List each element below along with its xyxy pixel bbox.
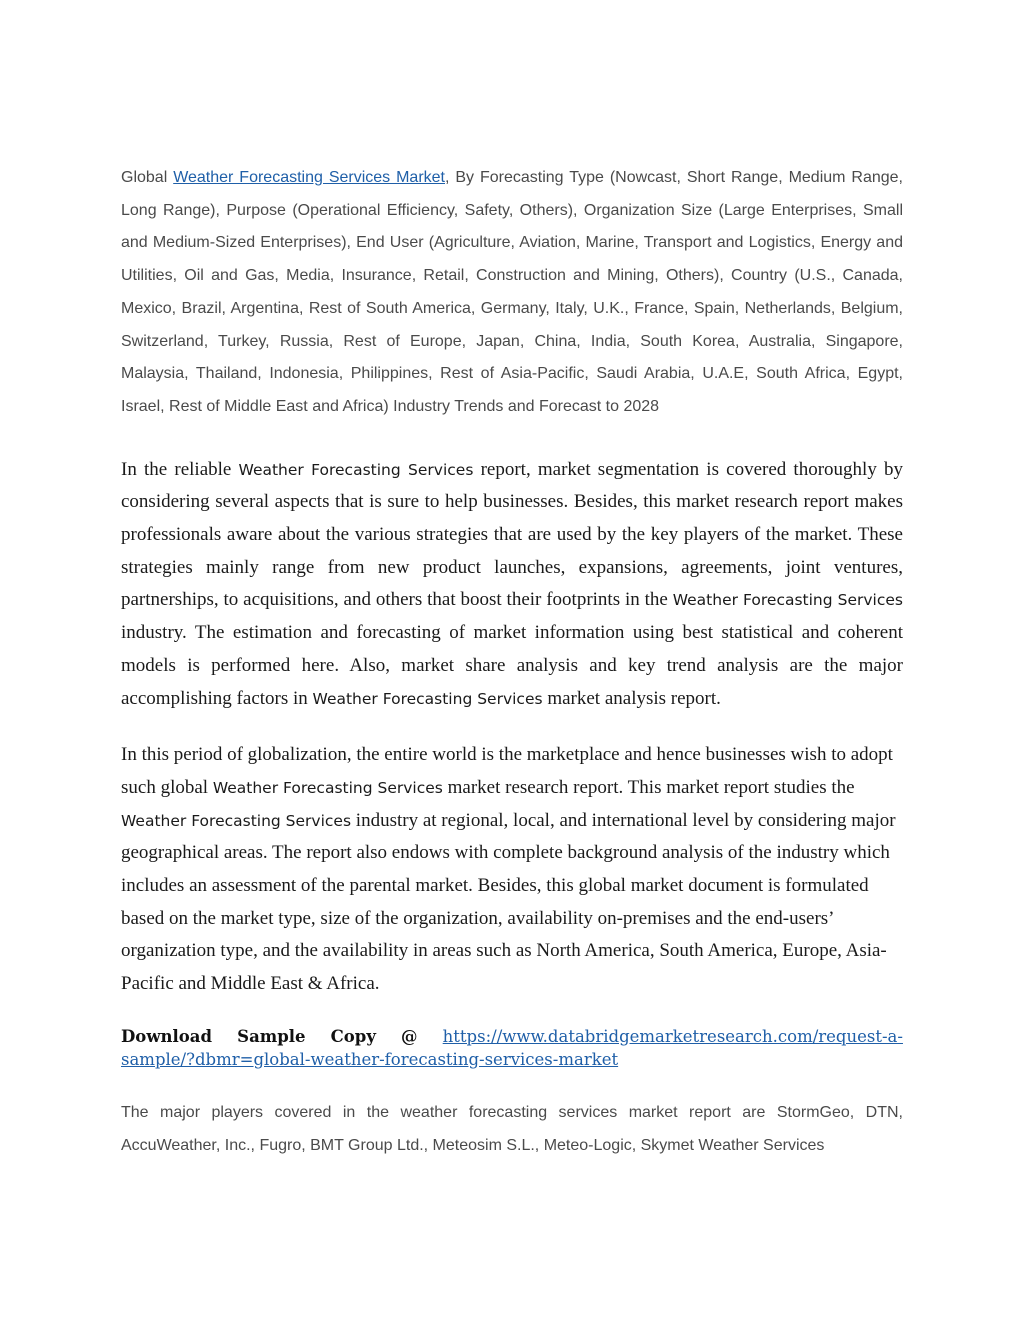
- paragraph-segmentation: [121, 454, 903, 716]
- para2-text-a: In this period of globalization, the entire world is the marketplace and hence businesses wish to adopt such global: [121, 744, 893, 798]
- para1-text-a: In the reliable: [121, 458, 239, 480]
- title-prefix: Global: [121, 169, 174, 186]
- at-sign: @: [401, 1026, 418, 1046]
- para2-text-c: industry at regional, local, and international level by considering major geographical areas. The report also endows with complete background analysis of the industry which includes an assessment of the parental market. Besides, this global market document is formulated based on the market type, size of the organization, availability on-premises and the end-users’ organization type, and the availability in areas such as North America, South America, Europe, Asia-Pacific and Middle East & Africa.: [121, 809, 896, 995]
- download-sample: [121, 1025, 903, 1071]
- para1-term-1: Weather Forecasting Services: [238, 460, 474, 479]
- sample-url-link-line1[interactable]: https://www.databridgemarketresearch.com/request-a-: [442, 1026, 903, 1046]
- download-word: Download: [121, 1026, 213, 1046]
- para2-term-1: Weather Forecasting Services: [212, 778, 443, 797]
- document-page: [121, 162, 903, 1162]
- para1-term-2: Weather Forecasting Services: [672, 591, 903, 610]
- title-rest: , By Forecasting Type (Nowcast, Short Range, Medium Range, Long Range), Purpose (Operational Efficiency, Safety, Others), Organization Size (Large Enterprises, Small and Medium-Sized Enterprises), End User (Agriculture, Aviation, Marine, Transport and Logistics, Energy and Utilities, Oil and Gas, Media, Insurance, Retail, Construction and Mining, Others), Country (U.S., Canada, Mexico, Brazil, Argentina, Rest of South America, Germany, Italy, U.K., France, Spain, Netherlands, Belgium, Switzerland, Turkey, Russia, Rest of Europe, Japan, China, India, South Korea, Australia, Singapore, Malaysia, Thailand, Indonesia, Philippines, Rest of Asia-Pacific, Saudi Arabia, U.A.E, South Africa, Egypt, Israel, Rest of Middle East and Africa) Industry Trends and Forecast to 2028: [121, 169, 903, 415]
- para1-text-d: market analysis report.: [542, 687, 721, 709]
- paragraph-globalization: [121, 739, 903, 1001]
- sample-url-link-line2[interactable]: sample/?dbmr=global-weather-forecasting-services-market: [121, 1049, 619, 1069]
- para2-term-2: Weather Forecasting Services: [121, 811, 352, 830]
- para1-text-b: report, market segmentation is covered thoroughly by considering several aspects that is sure to help businesses. Besides, this market research report makes professionals aware about the various strategies that are used by the key players of the market. These strategies mainly range from new product launches, expansions, agreements, joint ventures, partnerships, to acquisitions, and others that boost their footprints in the: [121, 458, 903, 611]
- copy-word: Copy: [330, 1026, 376, 1046]
- para1-text-c: industry. The estimation and forecasting of market information using best statistical and coherent models is performed here. Also, market share analysis and key trend analysis are the major accomplishing factors in: [121, 622, 903, 709]
- sample-word: Sample: [237, 1026, 306, 1046]
- report-title: [121, 162, 903, 424]
- para2-text-b: market research report. This market report studies the: [442, 776, 855, 798]
- market-link[interactable]: Weather Forecasting Services Market: [173, 169, 445, 186]
- major-players-paragraph: The major players covered in the weather forecasting services market report are StormGeo, DTN, AccuWeather, Inc., Fugro, BMT Group Ltd., Meteosim S.L., Meteo-Logic, Skymet Weather Services: [121, 1103, 903, 1154]
- para1-term-3: Weather Forecasting Services: [312, 689, 543, 708]
